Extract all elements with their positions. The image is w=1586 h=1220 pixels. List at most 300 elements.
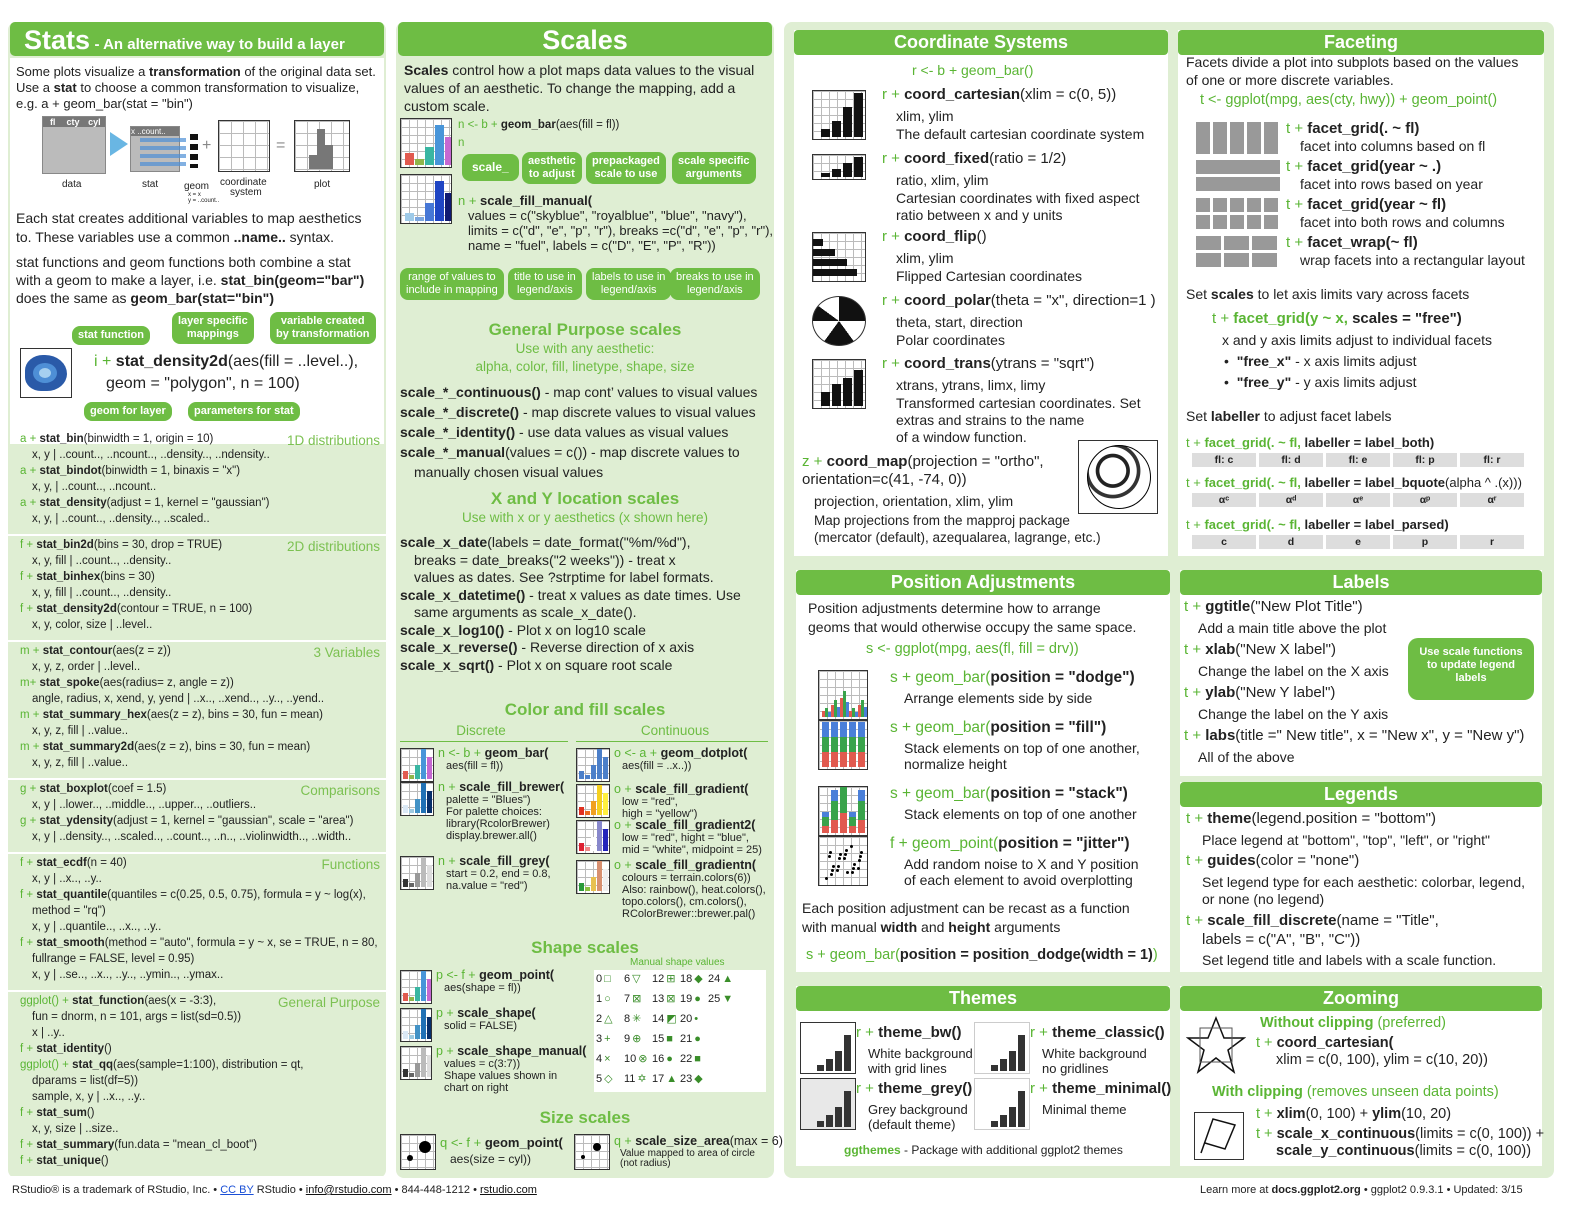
- stat-line: [20, 602, 252, 616]
- stat-args: (aes(z = z), bins = 30, fun = mean): [146, 709, 323, 721]
- legends-title: Legends: [1180, 782, 1542, 807]
- color-scale-head: [614, 818, 755, 832]
- facet-description: wrap facets into a rectangular layout: [1300, 252, 1525, 268]
- scale-line: [400, 639, 694, 655]
- code-prefix: t +: [1186, 475, 1205, 490]
- coord-bar: [854, 93, 863, 137]
- stat-line: [32, 1122, 119, 1136]
- theme-bar: [817, 1121, 824, 1127]
- stat-args: x, y | ..x.., ..y..: [32, 873, 102, 885]
- theme-thumb: [974, 1078, 1030, 1130]
- coord-thumb: [812, 90, 866, 140]
- scale-line: [400, 622, 646, 638]
- stats-intro-line1: Some plots visualize a transformation of the original data set.: [16, 64, 376, 79]
- facet-function: facet_wrap(~ fl): [1307, 234, 1418, 251]
- color-bar: [409, 1073, 414, 1077]
- shape-value-cell: [652, 1032, 673, 1046]
- stat-args: (aes(z = z), bins = 30, fun = mean): [134, 741, 311, 753]
- stat-args: x, y, z, fill | ..value..: [32, 725, 129, 737]
- facet-layout-thumb: [1196, 198, 1280, 230]
- label-description: All of the above: [1198, 749, 1295, 765]
- coord-map-l1: projection, orientation, xlim, ylim: [814, 493, 1014, 509]
- code-prefix: o +: [614, 818, 636, 832]
- labels-title: Labels: [1180, 570, 1542, 595]
- color-bar: [597, 749, 602, 779]
- code-function: scale_fill_gradient2(: [635, 818, 756, 832]
- coord-function-line: [882, 228, 987, 246]
- code-prefix: o +: [614, 858, 636, 872]
- coord-bar: [843, 378, 852, 406]
- facet-title: Faceting: [1178, 30, 1544, 55]
- label-data: data: [62, 179, 82, 190]
- stat-prefix: f +: [20, 1107, 37, 1119]
- stat-function-name: stat_summary: [36, 1139, 115, 1151]
- color-bar: [591, 765, 596, 779]
- shape-value-cell: [596, 972, 611, 986]
- shape-glyph-icon: ▲: [722, 973, 734, 985]
- code-prefix: n +: [438, 780, 460, 794]
- position-arg: position = "fill"): [990, 719, 1107, 736]
- color-bar: [427, 979, 432, 1001]
- scale-line: [400, 384, 757, 400]
- color-scale-arg: values = c(3:7)): [444, 1058, 521, 1070]
- xy-scales-title: X and Y location scales: [490, 489, 680, 508]
- labeller-arg: labeller = label_both): [1304, 435, 1435, 450]
- label-plot: plot: [314, 179, 331, 190]
- xy-scales-sub: Use with x or y aesthetics (x shown here): [461, 510, 709, 525]
- color-bar: [579, 843, 584, 851]
- stat-args: (aes(x = -3:3),: [144, 995, 217, 1007]
- jitter-point: [843, 857, 846, 860]
- size-scales-title: Size scales: [539, 1108, 631, 1127]
- color-bar: [421, 783, 426, 813]
- coord-map-l2: Map projections from the mapproj package: [814, 513, 1070, 528]
- color-scale-thumb: [400, 1008, 432, 1042]
- stat-function-name: stat_bin: [39, 433, 84, 445]
- coord-args: (xlim = c(0, 5)): [1019, 86, 1117, 103]
- shape-number: 17: [652, 1073, 665, 1085]
- stat-args: x, y, | ..count.., ..ncount..: [32, 481, 157, 493]
- shape-number: 23: [680, 1073, 693, 1085]
- shape-glyph-icon: ●: [694, 1033, 701, 1045]
- stat-line: [32, 952, 194, 966]
- jitter-point: [837, 865, 840, 868]
- stats-intro-line3: e.g. a + geom_bar(stat = "bin"): [16, 96, 193, 111]
- stat-line: [20, 782, 166, 796]
- stat-line: [20, 496, 270, 510]
- facet-strip-label: d: [1259, 535, 1323, 549]
- ccby-link[interactable]: CC BY: [220, 1184, 254, 1196]
- stat-line: [32, 872, 102, 886]
- code-prefix: t +: [1184, 684, 1206, 701]
- stat-line: [20, 708, 323, 722]
- stat-args: x, y, size | ..size..: [32, 1123, 119, 1135]
- stat-function-name: stat_binhex: [36, 571, 101, 583]
- coord-function: coord_polar: [904, 292, 991, 309]
- color-bar: [427, 1017, 432, 1039]
- shape-number: 12: [652, 973, 665, 985]
- label-geom: geom: [184, 181, 210, 192]
- coord-description: Cartesian coordinates with fixed aspect: [896, 190, 1140, 206]
- scale-description: (values = c()) - map discrete values to: [505, 444, 740, 460]
- scale-line: [400, 534, 690, 550]
- position-function-line: [890, 834, 1130, 853]
- stat-line: [20, 814, 353, 828]
- jitter-point: [852, 867, 855, 870]
- zoom-with-l2: t + scale_x_continuous(limits = c(0, 100)) +: [1256, 1126, 1545, 1142]
- position-arg: position = "dodge"): [990, 669, 1135, 686]
- scale-function-name: scale_x_log10(): [400, 621, 505, 638]
- scale-description: same arguments as scale_x_date().: [414, 604, 637, 620]
- position-thumb: [818, 836, 868, 886]
- stat-args: (bins = 30, drop = TRUE): [93, 539, 223, 551]
- stat-args: x, y | ..quantile.., ..x.., ..y..: [32, 921, 162, 933]
- jitter-point: [839, 853, 842, 856]
- shape-value-cell: [624, 972, 641, 986]
- code-function: geom_bar(: [484, 746, 549, 760]
- shape-value-cell: [596, 1012, 613, 1026]
- legend-args-cont: labels = c("A", "B", "C")): [1202, 931, 1361, 948]
- stat-line: [32, 756, 128, 770]
- color-bar: [597, 821, 602, 851]
- zoom-without-l2: xlim = c(0, 100), ylim = c(10, 20)): [1276, 1052, 1488, 1068]
- shape-number: 6: [624, 973, 631, 985]
- plot-icon: [294, 120, 350, 172]
- stat-line: [20, 570, 155, 584]
- pill-stat-function: stat function: [72, 326, 150, 345]
- theme-thumb: [800, 1022, 856, 1074]
- code-function: geom_dotplot(: [660, 746, 748, 760]
- site-link[interactable]: rstudio.com: [480, 1184, 537, 1196]
- color-bar: [427, 757, 432, 779]
- color-scale-arg: Shape values shown in: [444, 1070, 558, 1082]
- stat-group-label: Functions: [321, 857, 380, 872]
- stats-combine-line2: with a geom to make a layer, i.e. stat_bin(geom="bar"): [16, 272, 365, 288]
- stat-line: [20, 676, 234, 690]
- coord-function: coord_trans: [904, 355, 991, 372]
- stat-args: (quantiles = c(0.25, 0.5, 0.75), formula = y ~ log(x),: [107, 889, 366, 901]
- code-prefix: r +: [856, 1080, 879, 1097]
- position-bar-segment: [849, 817, 856, 826]
- stat-prefix: f +: [20, 1155, 37, 1167]
- facet-description: facet into columns based on fl: [1300, 138, 1486, 154]
- zoom-with: With clipping (removes unseen data points): [1212, 1084, 1499, 1100]
- scale-description: - Reverse direction of x axis: [517, 639, 695, 655]
- coord-thumb: [812, 154, 866, 180]
- theme-function-line: [1030, 1024, 1165, 1042]
- shape-glyph-icon: □: [604, 973, 611, 985]
- shape-scales-title: Shape scales: [531, 938, 639, 957]
- facet-strip-label: c: [1192, 535, 1256, 549]
- shape-value-cell: [680, 1072, 703, 1086]
- position-bar-segment: [831, 752, 838, 767]
- labels-callout: Use scale functions to update legend labels: [1408, 638, 1534, 700]
- stat-line: [32, 692, 324, 706]
- manual-shape-title: Manual shape values: [630, 957, 725, 968]
- code-prefix: t +: [1184, 727, 1206, 744]
- color-bar: [585, 811, 590, 815]
- stat-args: (): [86, 1107, 95, 1119]
- jitter-point: [853, 863, 856, 866]
- shape-number: 22: [680, 1053, 693, 1065]
- facet-top: t <- ggplot(mpg, aes(cty, hwy)) + geom_point(): [1200, 92, 1498, 108]
- stat-function-name: stat_boxplot: [39, 783, 108, 795]
- stat-line: [20, 1154, 109, 1168]
- coord-function-line: [882, 355, 1094, 373]
- position-title: Position Adjustments: [796, 570, 1170, 595]
- stat-args: (binwidth = 1, origin = 10): [83, 433, 214, 445]
- stat-function-name: stat_quantile: [36, 889, 108, 901]
- labeller-function: facet_grid(. ~ fl,: [1204, 517, 1305, 532]
- scales-header: [398, 22, 772, 56]
- position-bar-segment: [849, 722, 856, 737]
- facet-strip-label: fl: d: [1259, 453, 1323, 467]
- coord-map-line1: z + coord_map(projection = "ortho",: [802, 453, 1044, 470]
- shape-glyph-icon: ✡: [637, 1073, 647, 1085]
- stats-header: [10, 22, 384, 56]
- themes-title: Themes: [796, 986, 1170, 1011]
- coord-bar: [854, 157, 863, 177]
- stat-prefix: m +: [20, 645, 43, 657]
- position-recast1: Each position adjustment can be recast as a function: [802, 900, 1130, 916]
- position-intro2: geoms that would otherwise occupy the same space.: [808, 619, 1137, 635]
- shape-glyph-icon: ◆: [694, 973, 703, 985]
- facet-intro2: of one or more discrete variables.: [1186, 72, 1394, 88]
- shape-glyph-icon: ✳: [632, 1013, 642, 1025]
- docs-link[interactable]: docs.ggplot2.org: [1271, 1184, 1361, 1196]
- position-recast2: with manual width and height arguments: [802, 919, 1061, 935]
- scale-description: values as dates. See ?strptime for label formats.: [414, 569, 714, 585]
- stats-each-line1: Each stat creates additional variables to map aesthetics: [16, 210, 362, 226]
- position-bar-segment: [840, 752, 847, 767]
- shape-glyph-icon: △: [604, 1013, 613, 1025]
- code-prefix: p +: [436, 1044, 458, 1058]
- color-bar: [603, 793, 608, 815]
- code-prefix: r +: [882, 292, 905, 309]
- pill-geom-for-layer: geom for layer: [84, 402, 172, 421]
- legend-description: Set legend type for each aesthetic: colorbar, legend,: [1202, 874, 1525, 890]
- size-thumb-left: [400, 1134, 436, 1170]
- position-description: Stack elements on top of one another,: [904, 740, 1140, 756]
- stat-prefix: m +: [20, 709, 43, 721]
- facet-strip-label: αᶜ: [1192, 493, 1256, 507]
- color-scale-arg: library(RcolorBrewer): [446, 818, 550, 830]
- coord-top: r <- b + geom_bar(): [912, 62, 1034, 78]
- coord-description: Transformed cartesian coordinates. Set: [896, 395, 1141, 411]
- stat-prefix: g +: [20, 783, 40, 795]
- coord-bar: [843, 107, 852, 137]
- theme-function: theme_grey(): [878, 1080, 973, 1097]
- shape-glyph-icon: ⊠: [632, 993, 642, 1005]
- jitter-point: [857, 867, 860, 870]
- theme-bar: [1018, 1035, 1025, 1071]
- code-prefix: s +: [890, 719, 916, 736]
- gp-scales-sub2: alpha, color, fill, linetype, shape, size: [475, 359, 695, 374]
- color-bar: [415, 873, 420, 887]
- stat-line: [20, 432, 213, 446]
- stat-line: [20, 644, 171, 658]
- stat-group-divider: [8, 990, 386, 992]
- position-thumb: [818, 720, 868, 770]
- shape-number: 1: [596, 993, 603, 1005]
- shape-number: 11: [624, 1073, 636, 1085]
- label-function: xlab: [1205, 641, 1236, 658]
- stats-subtitle: - An alternative way to build a layer: [94, 36, 345, 53]
- email-link[interactable]: info@rstudio.com: [305, 1184, 392, 1196]
- stat-line: [32, 448, 270, 462]
- scale-line: [400, 404, 756, 420]
- color-bar: [585, 775, 590, 779]
- label-args: (title =" New title", x = "New x", y = "New y"): [1235, 727, 1525, 744]
- position-bar-segment: [840, 786, 847, 813]
- shape-value-cell: [624, 1012, 641, 1026]
- coord-description: xlim, ylim: [896, 250, 954, 266]
- data-table-icon: fl cty cyl: [42, 116, 106, 174]
- facet-description: facet into both rows and columns: [1300, 214, 1505, 230]
- theme-bar: [817, 1065, 824, 1071]
- color-bar: [421, 857, 426, 887]
- star-path-icon: [1186, 1016, 1246, 1074]
- theme-bar: [1009, 1051, 1016, 1071]
- position-bar-segment: [858, 820, 865, 833]
- position-description: normalize height: [904, 756, 1007, 772]
- stat-prefix: a +: [20, 433, 40, 445]
- stat-line: [20, 740, 310, 754]
- facet-intro1: Facets divide a plot into subplots based on the values: [1186, 54, 1519, 70]
- color-bar: [415, 1063, 420, 1077]
- facet-function-line: [1286, 120, 1419, 138]
- position-bar-segment: [831, 722, 838, 737]
- coord-description: Polar coordinates: [896, 332, 1005, 348]
- scale-line: [400, 657, 672, 673]
- scale-description: - Plot x on square root scale: [494, 656, 673, 673]
- stat-args: (adjust = 1, kernel = "gaussian", scale = "area"): [113, 815, 354, 827]
- shape-glyph-icon: ×: [604, 1053, 611, 1065]
- stat-function-name: stat_spoke: [39, 677, 100, 689]
- scale-line: [414, 552, 676, 568]
- shape-glyph-icon: ⊕: [632, 1033, 642, 1045]
- scale-description: - map cont’ values to visual values: [540, 384, 758, 400]
- facet-layout-thumb: [1196, 236, 1280, 268]
- globe-icon: [1078, 440, 1158, 514]
- facet-function-line: [1286, 158, 1441, 176]
- theme-function: theme_classic(): [1052, 1024, 1165, 1041]
- stat-prefix: f +: [20, 1139, 37, 1151]
- shape-value-cell: [596, 1032, 611, 1046]
- facet-strip-label: αᵉ: [1326, 493, 1390, 507]
- color-bar: [579, 807, 584, 815]
- label-function-line: [1184, 598, 1363, 616]
- coord-bar: [821, 173, 830, 177]
- coord-thumb: [812, 359, 866, 409]
- position-function: geom_bar(: [915, 669, 991, 686]
- scale-function-name: scale_*_discrete(): [400, 404, 520, 420]
- jitter-point: [858, 859, 861, 862]
- stat-line: [32, 1026, 65, 1040]
- shape-glyph-icon: ⊞: [666, 973, 676, 985]
- scale-line: [400, 444, 740, 460]
- shape-number: 20: [680, 1013, 693, 1025]
- jitter-point: [831, 869, 834, 872]
- coord-description: ratio, xlim, ylim: [896, 172, 989, 188]
- shape-value-cell: [680, 972, 703, 986]
- color-scale-head: [436, 968, 554, 982]
- stat-args: x, y, z, fill | ..value..: [32, 757, 129, 769]
- shape-value-cell: [624, 992, 641, 1006]
- color-bar: [403, 1069, 408, 1077]
- theme-description: White background: [868, 1046, 973, 1061]
- code-prefix: n <- b +: [438, 746, 485, 760]
- color-scale-head: [438, 780, 564, 794]
- size-thumb-right: [574, 1134, 610, 1170]
- theme-bar: [835, 1107, 842, 1127]
- color-scale-arg: RColorBrewer::brewer.pal(): [622, 908, 756, 920]
- stat-args: x, y, fill | ..count.., ..density..: [32, 587, 172, 599]
- theme-bar: [826, 1059, 833, 1071]
- stat-group-label: Comparisons: [300, 783, 380, 798]
- size-right-line1: q + scale_size_area(max = 6): [614, 1134, 783, 1148]
- code-prefix: r +: [882, 355, 905, 372]
- shape-glyph-icon: ▲: [666, 1073, 678, 1085]
- stats-example-line1: i + stat_density2d(aes(fill = ..level..),: [94, 353, 359, 370]
- legend-function: guides: [1207, 852, 1256, 869]
- position-thumb: [818, 786, 868, 836]
- position-function-line: [890, 668, 1135, 687]
- stat-args: sample, x, y | ..x.., ..y..: [32, 1091, 146, 1103]
- stat-args: angle, radius, x, xend, y, yend | ..x.., ..xend.., ..y.., ..yend..: [32, 693, 325, 705]
- code-prefix: t +: [1184, 641, 1206, 658]
- arrows-icon: [140, 138, 186, 168]
- stats-title: Stats: [24, 25, 91, 55]
- stat-args: (fun.data = "mean_cl_boot"): [114, 1139, 258, 1151]
- shape-value-cell: [708, 972, 733, 986]
- theme-description: Grey background: [868, 1102, 968, 1117]
- stat-function-name: stat_smooth: [36, 937, 105, 949]
- stat-prefix: f +: [20, 571, 37, 583]
- clip-path-icon: [1195, 1113, 1245, 1161]
- scale-function-name: scale_x_datetime(): [400, 586, 526, 603]
- facet-strip-label: fl: p: [1393, 453, 1457, 467]
- color-scale-arg: For palette choices:: [446, 806, 542, 818]
- color-scale-arg: solid = FALSE): [444, 1020, 518, 1032]
- stat-function-name: stat_unique: [36, 1155, 101, 1167]
- stat-table-icon: x ..count..: [130, 126, 180, 172]
- color-bar: [427, 791, 432, 813]
- scale-description: (labels = date_format("%m/%d"),: [487, 534, 691, 550]
- color-scale-head: [438, 746, 548, 760]
- label-geom-sub2: y = ..count..: [188, 198, 220, 204]
- shape-glyph-icon: ○: [604, 993, 611, 1005]
- stat-line: [32, 1074, 138, 1088]
- stat-function-name: stat_sum: [36, 1107, 87, 1119]
- position-bar-segment: [858, 790, 865, 801]
- position-bar-segment: [849, 737, 856, 752]
- color-scale-arg: chart on right: [444, 1082, 509, 1094]
- legend-description: or none (no legend): [1202, 891, 1325, 907]
- label-description: Add a main title above the plot: [1198, 620, 1387, 636]
- position-bar-segment: [840, 722, 847, 737]
- jitter-point: [838, 857, 841, 860]
- shape-value-cell: [652, 1072, 677, 1086]
- stat-line: [32, 480, 156, 494]
- legend-args: (name = "Title",: [1336, 912, 1439, 929]
- labeller-arg: labeller = label_parsed): [1304, 517, 1449, 532]
- position-description: Add random noise to X and Y position: [904, 856, 1139, 872]
- coord-bar: [832, 121, 841, 137]
- stat-args: (aes(sample=1:100), distribution = qt,: [113, 1059, 304, 1071]
- shape-number: 7: [624, 993, 631, 1005]
- color-scale-arg: colours = terrain.colors(6)): [622, 872, 751, 884]
